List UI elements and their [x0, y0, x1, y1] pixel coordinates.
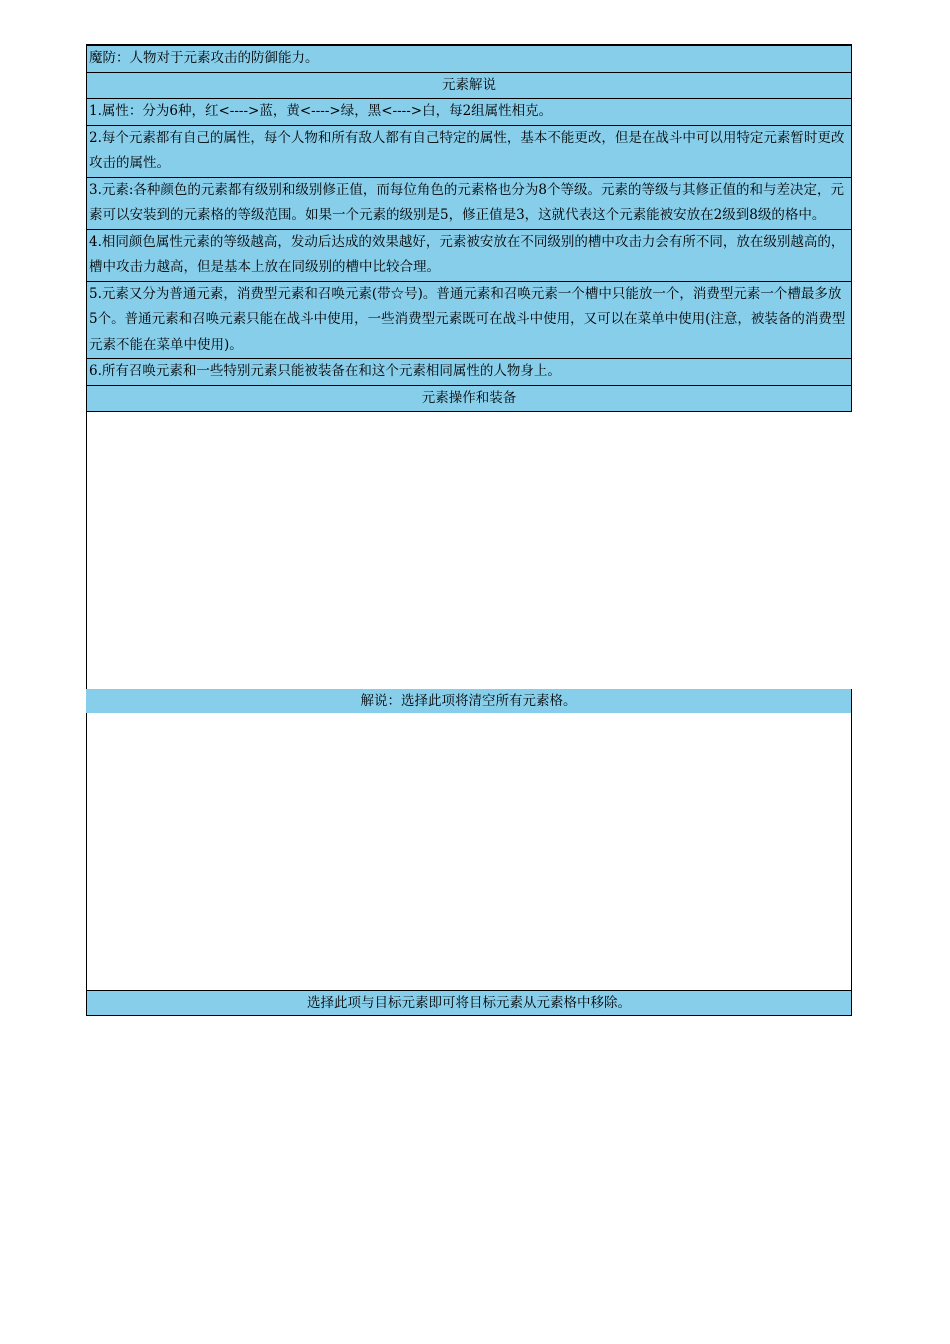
section-title-element-operations: 元素操作和装备 [86, 386, 852, 413]
element-level-row: 3.元素:各种颜色的元素都有级别和级别修正值，而每位角色的元素格也分为8个等级。元素的等级与其修正值的和与差决定，元素可以安装到的元素格的等级范围。如果一个元素的级别是5，修正值是3，这就代表这个元素能被安放在2级到8级的格中。 [86, 178, 852, 230]
caption-clear-all: 解说：选择此项将清空所有元素格。 [86, 689, 852, 713]
caption-remove-target: 选择此项与目标元素即可将目标元素从元素格中移除。 [86, 990, 852, 1016]
summon-element-row: 6.所有召唤元素和一些特别元素只能被装备在和这个元素相同属性的人物身上。 [86, 359, 852, 386]
section-title-element-explanation: 元素解说 [86, 73, 852, 100]
screenshot-placeholder-remove [86, 713, 852, 990]
attribute-row: 1.属性：分为6种，红<---->蓝，黄<---->绿，黑<---->白，每2组属性相克。 [86, 99, 852, 126]
element-guide-sheet [86, 44, 852, 1016]
element-types-row: 5.元素又分为普通元素，消费型元素和召唤元素(带☆号)。普通元素和召唤元素一个槽中只能放一个，消费型元素一个槽最多放5个。普通元素和召唤元素只能在战斗中使用，一些消费型元素既可在战斗中使用，又可以在菜单中使用(注意，被装备的消费型元素不能在菜单中使用)。 [86, 282, 852, 360]
magic-defense-row: 魔防：人物对于元素攻击的防御能力。 [86, 44, 852, 73]
element-effect-row: 4.相同颜色属性元素的等级越高，发动后达成的效果越好，元素被安放在不同级别的槽中攻击力会有所不同，放在级别越高的，槽中攻击力越高，但是基本上放在同级别的槽中比较合理。 [86, 230, 852, 282]
element-attribute-row: 2.每个元素都有自己的属性，每个人物和所有敌人都有自己特定的属性，基本不能更改，但是在战斗中可以用特定元素暂时更改攻击的属性。 [86, 126, 852, 178]
screenshot-placeholder-clear [86, 412, 852, 689]
